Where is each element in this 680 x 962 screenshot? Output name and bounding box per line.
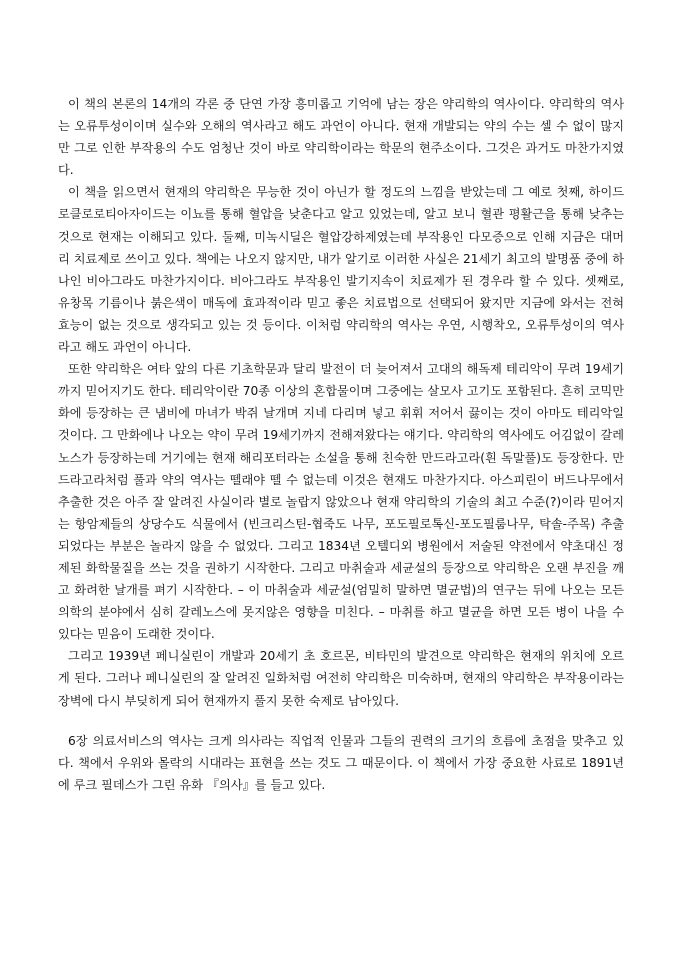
- paragraph-medical-services: 6장 의료서비스의 역사는 크게 의사라는 직업적 인물과 그들의 권력의 크기의 흐름에 초점을 맞추고 있다. 책에서 우위와 몰락의 시대라는 표현을 쓰는 것도 그 때문이다. 이 책에서 가장 중요한 사료로 1891년에 루크 필데스가 그린 유화 『의사』를 들고 있다.: [58, 733, 624, 792]
- paragraph-penicillin-era: 그리고 1939년 페니실린이 개발과 20세기 초 호르몬, 비타민의 발견으로 약리학은 현재의 위치에 오르게 된다. 그러나 페니실린의 잘 알려진 일화처럼 여전히 약리학은 미숙하며, 현재의 약리학은 부작용이라는 장벽에 다시 부딪히게 되어 현재까지 풀지 못한 숙제로 남아있다.: [58, 649, 624, 708]
- paragraph-side-effects-examples: 이 책을 읽으면서 현재의 약리학은 무능한 것이 아닌가 할 정도의 느낌을 받았는데 그 예로 첫째, 하이드로클로로티아자이드는 이뇨를 통해 혈압을 낮춘다고 알고 있었는데, 알고 보니 혈관 평활근을 통해 낮추는 것으로 현재는 이해되고 있다. 둘째, 미녹시딜은 혈압강하제였는데 부작용인 다모증으로 인해 지금은 대머리 치료제로 쓰이고 있다. 책에는 나오지 않지만, 내가 알기로 이러한 사실은 21세기 최고의 발명품 중에 하나인 비아그라도 마찬가지이다. 비아그라도 부작용인 발기지속이 치료제가 된 경우라 할 수 있다. 셋째로, 유창목 기름이나 붉은색이 매독에 효과적이라 믿고 좋은 치료법으로 선택되어 왔지만 지금에 와서는 전혀 효능이 없는 것으로 생각되고 있는 것 등이다. 이처럼 약리학의 역사는 우연, 시행착오, 오류투성이의 역사라고 해도 과언이 아니다.: [58, 185, 624, 355]
- paragraph-pharmacology-intro: 이 책의 본론의 14개의 각론 중 단연 가장 흥미롭고 기억에 남는 장은 약리학의 역사이다. 약리학의 역사는 오류투성이이며 실수와 오해의 역사라고 해도 과언이 아니다. 현재 개발되는 약의 수는 셀 수 없이 많지만 그로 인한 부작용의 수도 엄청난 것이 바로 약리학이라는 학문의 현주소이다. 그것은 과거도 마찬가지였다.: [58, 97, 624, 178]
- paragraph-gap: [58, 712, 624, 730]
- document-page: [58, 93, 624, 796]
- paragraph-theriac-history: 또한 약리학은 여타 앞의 다른 기초학문과 달리 발전이 더 늦어져서 고대의 해독제 테리악이 무려 19세기까지 믿어지기도 한다. 테리악이란 70종 이상의 혼합물이며 그중에는 살모사 고기도 포함된다. 흔히 코믹만화에 등장하는 큰 냄비에 마녀가 박쥐 날개며 지네 다리며 넣고 휘휘 저어서 끓이는 것이 아마도 테리악일 것이다. 그 만화에나 나오는 약이 무려 19세기까지 전해져왔다는 얘기다. 약리학의 역사에도 어김없이 갈레노스가 등장하는데 거기에는 현재 해리포터라는 소설을 통해 친숙한 만드라고라(흰 독말풀)도 등장한다. 만드라고라처럼 풀과 약의 역사는 뗄래야 뗄 수 없는데 이것은 현재도 마찬가지다. 아스피린이 버드나무에서 추출한 것은 아주 잘 알려진 사실이라 별로 놀랍지 않았으나 현재 약리학의 기술의 최고 수준(?)이라 믿어지는 항암제들의 상당수도 식물에서 (빈크리스틴-협죽도 나무, 포도필로톡신-포도필룸나무, 탁솔-주목) 추출되었다는 부분은 놀라지 않을 수 없었다. 그리고 1834년 오텔디외 병원에서 저술된 약전에서 약초대신 정제된 화학물질을 쓰는 것을 권하기 시작한다. 그리고 마취술과 세균설의 등장으로 약리학은 오랜 부진을 깨고 화려한 날개를 펴기 시작한다. – 이 마취술과 세균설(엄밀히 말하면 멸균법)의 연구는 뒤에 나오는 모든 의학의 분야에서 심히 갈레노스에 못지않은 영향을 미친다. – 마취를 하고 멸균을 하면 모든 병이 나을 수 있다는 믿음이 도래한 것이다.: [58, 362, 624, 642]
